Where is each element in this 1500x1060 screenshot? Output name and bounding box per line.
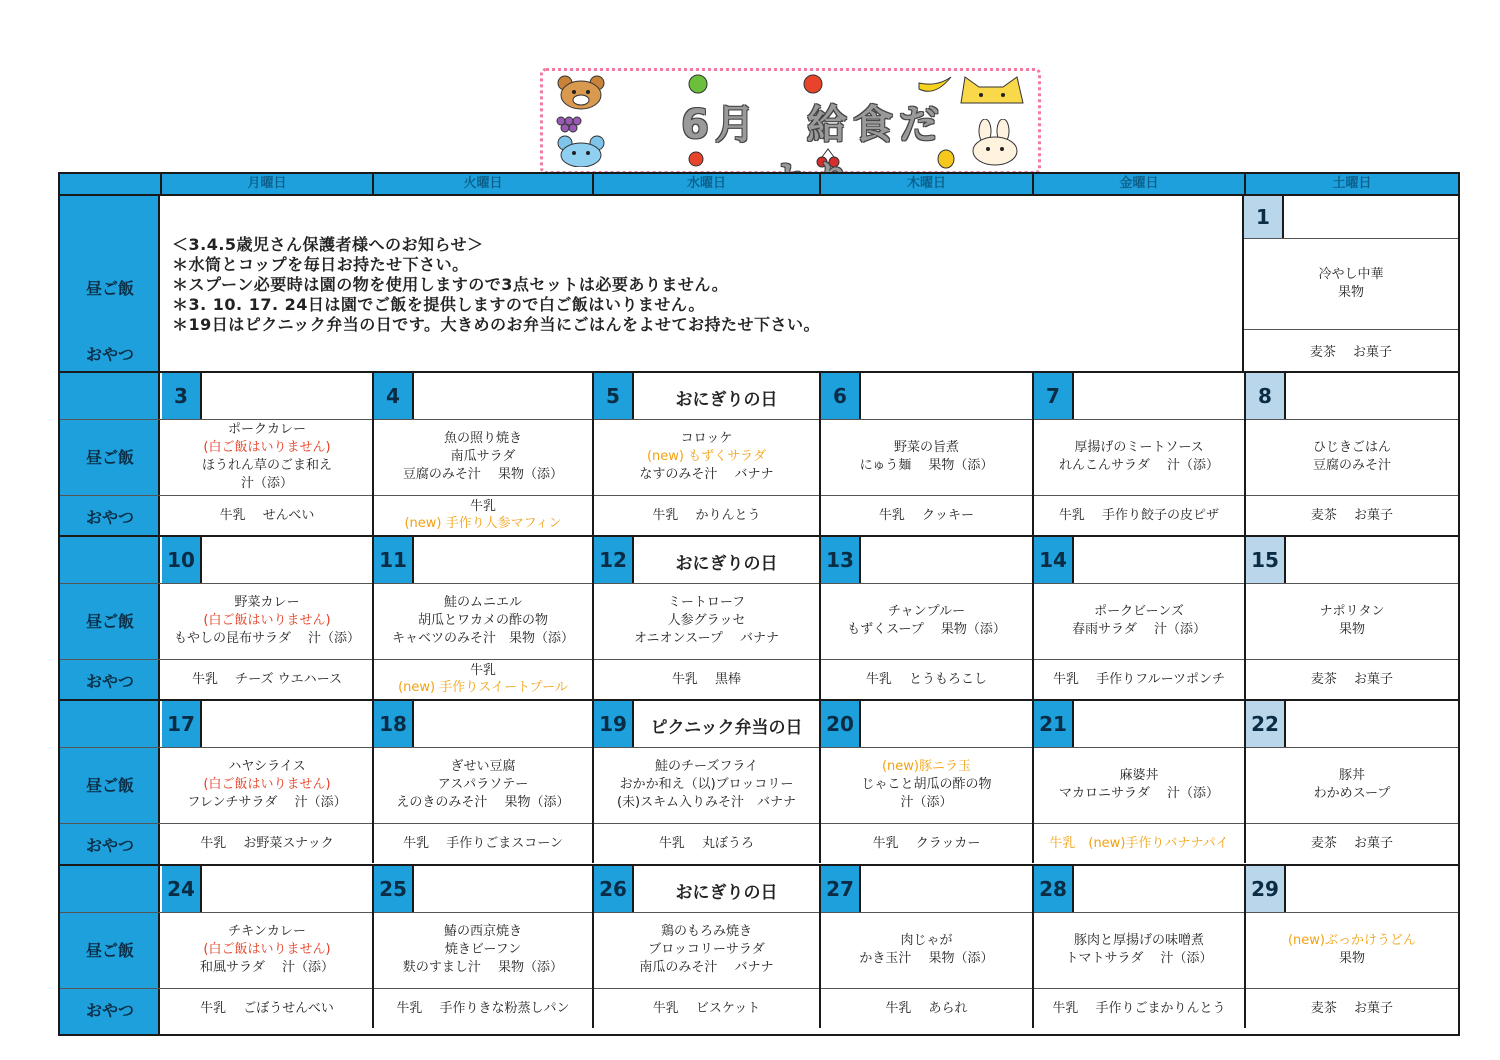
lunch-label: 昼ご飯 (85, 448, 134, 467)
day-event-label: おにぎりの日 (675, 883, 778, 903)
lunch-item: 豚肉と厚揚げの味噌煮 (1073, 933, 1204, 948)
day-number: 28 (1034, 866, 1074, 912)
lunch-item: (白ご飯はいりません) (203, 777, 331, 792)
lunch-item: 汁（添） (240, 476, 293, 491)
bear-icon (551, 73, 611, 111)
lunch-label: 昼ご飯 (85, 941, 134, 960)
notice-line: ＊3. 10. 17. 24日は園でご飯を提供しますので白ご飯はいりません。 (172, 295, 705, 314)
lunch-item: 和風サラダ 汁（添） (199, 960, 334, 975)
snack-item: 牛乳 クッキー (878, 507, 975, 523)
snack-menu (594, 671, 819, 688)
lunch-item: なすのみそ汁 バナナ (639, 467, 774, 482)
lunch-menu (1246, 439, 1458, 475)
lunch-item: ハヤシライス (228, 759, 306, 774)
lunch-item: マカロニサラダ 汁（添） (1058, 786, 1219, 801)
day-event-label: おにぎりの日 (675, 554, 778, 574)
lunch-item: おかか和え（以)ブロッコリー (619, 777, 794, 792)
snack-menu (1246, 671, 1458, 688)
lunch-menu (1034, 603, 1244, 639)
snack-menu (594, 507, 819, 524)
lunch-menu (162, 923, 372, 977)
lunch-item: えのきのみそ汁 果物（添） (396, 795, 570, 810)
lunch-item: 鶏のもろみ焼き (660, 924, 752, 939)
weekday-mon: 月曜日 (160, 174, 372, 194)
day-number: 4 (374, 373, 414, 419)
lunch-label: 昼ご飯 (85, 776, 134, 795)
snack-menu (821, 835, 1032, 852)
snack-item: (new) 手作りスイートプール (398, 680, 568, 695)
day-number: 10 (162, 537, 202, 583)
lunch-item: (白ご飯はいりません) (203, 942, 331, 957)
lunch-item: もやしの昆布サラダ 汁（添） (173, 631, 360, 646)
lunch-menu (1246, 767, 1458, 803)
snack-menu (162, 507, 372, 524)
day-number: 14 (1034, 537, 1074, 583)
snack-item: (new) 手作り人参マフィン (404, 516, 562, 531)
lunch-item: オニオンスープ バナナ (634, 631, 779, 646)
snack-menu (374, 662, 592, 696)
lunch-label: 昼ご飯 (85, 279, 134, 298)
day-number: 15 (1246, 537, 1286, 583)
day-number: 17 (162, 701, 202, 747)
snack-label: おやつ (85, 672, 134, 691)
lunch-item: ブロッコリーサラダ (648, 942, 765, 957)
day-number: 13 (821, 537, 861, 583)
lunch-item: (未)スキム入りみそ汁 バナナ (616, 795, 796, 810)
lunch-item: 南瓜のみそ汁 バナナ (639, 960, 774, 975)
cat-icon (953, 73, 1031, 109)
snack-item: 牛乳 手作りごまスコーン (403, 835, 563, 851)
snack-label: おやつ (85, 836, 134, 855)
snack-item: 牛乳 とうもろこし (865, 671, 988, 687)
day-number: 7 (1034, 373, 1074, 419)
lunch-item: 豚丼 (1338, 768, 1365, 783)
day-number: 12 (594, 537, 634, 583)
bear-blue-icon (551, 135, 611, 167)
lunch-menu: 冷やし中華 果物 (1318, 267, 1384, 300)
lunch-item: (new) もずくサラダ (646, 449, 766, 464)
lunch-item: ぎせい豆腐 (450, 759, 516, 774)
snack-item: 麦茶 お菓子 (1310, 507, 1394, 523)
snack-item: 牛乳 かりんとう (652, 507, 761, 523)
snack-menu: 麦茶 お菓子 (1309, 345, 1393, 360)
lunch-menu (162, 594, 372, 648)
lunch-menu (1034, 767, 1244, 803)
lunch-menu (821, 439, 1032, 475)
snack-menu (162, 1000, 372, 1017)
weekday-fri: 金曜日 (1032, 174, 1244, 194)
weekday-header (60, 174, 1458, 196)
lunch-item: (new)ぶっかけうどん (1287, 933, 1416, 948)
snack-item: 牛乳 お野菜スナック (200, 835, 334, 851)
day-number: 27 (821, 866, 861, 912)
weekday-sat: 土曜日 (1244, 174, 1458, 194)
snack-menu (1246, 507, 1458, 524)
lunch-menu (821, 932, 1032, 968)
lunch-item: チキンカレー (228, 924, 306, 939)
day-number: 20 (821, 701, 861, 747)
lunch-item: ナポリタン (1319, 604, 1385, 619)
snack-label: おやつ (85, 1001, 134, 1020)
lunch-item: 焼きビーフン (444, 942, 522, 957)
snack-item: 牛乳 手作りきな粉蒸しパン (396, 1000, 570, 1016)
snack-menu (594, 835, 819, 852)
lunch-item: 鰆の西京焼き (443, 924, 522, 939)
lunch-item: キャベツのみそ汁 果物（添） (391, 631, 574, 646)
snack-item: 牛乳 (new)手作りバナナパイ (1049, 835, 1229, 851)
lunch-menu (594, 430, 819, 484)
day-number: 29 (1246, 866, 1286, 912)
lunch-item: 人参グラッセ (667, 613, 746, 628)
snack-menu (1034, 671, 1244, 688)
lunch-menu (1246, 932, 1458, 968)
lunch-menu (594, 758, 819, 812)
lunch-item: (new)豚ニラ玉 (881, 759, 971, 774)
snack-item: 麦茶 お菓子 (1310, 671, 1394, 687)
snack-menu (1246, 1000, 1458, 1017)
snack-menu (162, 835, 372, 852)
lunch-item: じゃこと胡瓜の酢の物 (861, 777, 992, 792)
weekday-wed: 水曜日 (592, 174, 819, 194)
lunch-item: 汁（添） (900, 795, 953, 810)
lunch-item: 厚揚げのミートソース (1074, 440, 1204, 455)
lunch-item: 肉じゃが (900, 933, 953, 948)
lunch-item: 果物 (1338, 622, 1365, 637)
notice-block (162, 196, 1242, 371)
grapes-icon (553, 113, 587, 135)
snack-item: 牛乳 手作りごまかりんとう (1052, 1000, 1226, 1016)
day-number: 24 (162, 866, 202, 912)
lunch-item: フレンチサラダ 汁（添） (187, 795, 347, 810)
snack-menu (374, 1000, 592, 1017)
lunch-item: かき玉汁 果物（添） (859, 951, 994, 966)
lunch-menu (1246, 603, 1458, 639)
notice-line: ＊スプーン必要時は園の物を使用しますので3点セットは必要ありません。 (172, 275, 729, 294)
menu-calendar (58, 172, 1460, 1036)
lunch-item: (白ご飯はいりません) (203, 440, 331, 455)
snack-item: 麦茶 お菓子 (1310, 835, 1394, 851)
snack-item: 牛乳 チーズ ウエハース (192, 671, 342, 687)
lunch-item: わかめスープ (1313, 786, 1391, 801)
snack-item: 牛乳 丸ぼうろ (658, 835, 755, 851)
day-number: 3 (162, 373, 202, 419)
day-number: 21 (1034, 701, 1074, 747)
title-banner (540, 68, 1041, 174)
lunch-item: 麩のすまし汁 果物（添） (402, 960, 564, 975)
apple-icon (683, 71, 713, 95)
snack-menu (374, 498, 592, 532)
lunch-item: ポークカレー (227, 422, 306, 437)
day-number: 26 (594, 866, 634, 912)
lunch-item: (白ご飯はいりません) (203, 613, 331, 628)
lunch-item: にゅう麺 果物（添） (859, 458, 994, 473)
day-number: 6 (821, 373, 861, 419)
lunch-item: もずくスープ 果物（添） (847, 622, 1006, 637)
lunch-item: 胡瓜とワカメの酢の物 (417, 613, 548, 628)
lunch-item: れんこんサラダ 汁（添） (1058, 458, 1219, 473)
lunch-item: ポークビーンズ (1094, 604, 1184, 619)
lunch-menu (374, 594, 592, 648)
page-title: 6月 給食だ (681, 102, 945, 148)
lunch-menu (821, 603, 1032, 639)
snack-item: 牛乳 (469, 499, 496, 514)
lunch-item: コロッケ (680, 431, 733, 446)
notice-line: ＊19日はピクニック弁当の日です。大きめのお弁当にごはんをよせてお持たせ下さい。 (172, 315, 821, 334)
lunch-item: 果物 (1338, 951, 1365, 966)
snack-item: 牛乳 (469, 663, 496, 678)
banana-icon (915, 71, 955, 95)
lunch-item: 豆腐のみそ汁 果物（添） (402, 467, 564, 482)
lunch-menu (821, 758, 1032, 812)
snack-item: 牛乳 手作り餃子の皮ピザ (1058, 507, 1220, 523)
lunch-item: アスパラソテー (437, 777, 529, 792)
lunch-item: ひじきごはん (1312, 440, 1391, 455)
snack-menu (821, 507, 1032, 524)
notice-line: ＊水筒とコップを毎日お持たせ下さい。 (172, 255, 469, 274)
day-number: 25 (374, 866, 414, 912)
lunch-menu (1034, 932, 1244, 968)
snack-menu (594, 1000, 819, 1017)
snack-menu (1034, 1000, 1244, 1017)
lunch-item: 野菜カレー (234, 595, 300, 610)
lunch-item: 鮭のチーズフライ (655, 759, 758, 774)
lunch-menu (1034, 439, 1244, 475)
lunch-menu (594, 594, 819, 648)
lunch-menu (162, 758, 372, 812)
lunch-menu (374, 923, 592, 977)
day-event-label: ピクニック弁当の日 (650, 718, 803, 738)
day-number: 5 (594, 373, 634, 419)
lunch-item: チャンプルー (887, 604, 966, 619)
lunch-menu (374, 758, 592, 812)
lunch-menu (374, 430, 592, 484)
snack-menu (162, 671, 372, 688)
snack-menu (374, 835, 592, 852)
snack-menu (821, 1000, 1032, 1017)
apple-icon (798, 71, 828, 95)
day-number: 18 (374, 701, 414, 747)
lunch-menu (594, 923, 819, 977)
snack-menu (821, 671, 1032, 688)
snack-menu (1034, 507, 1244, 524)
snack-label: おやつ (85, 508, 134, 527)
snack-item: 牛乳 クラッカー (872, 835, 981, 851)
snack-item: 麦茶 お菓子 (1310, 1000, 1394, 1016)
weekday-thu: 木曜日 (819, 174, 1032, 194)
day-number: 8 (1246, 373, 1286, 419)
day-number: 22 (1246, 701, 1286, 747)
lunch-item: ほうれん草のごま和え (201, 458, 332, 473)
snack-menu (1246, 835, 1458, 852)
day-number: 11 (374, 537, 414, 583)
day-number: 1 (1244, 196, 1284, 238)
lunch-item: 春雨サラダ 汁（添） (1071, 622, 1206, 637)
lunch-item: 麻婆丼 (1119, 768, 1159, 783)
snack-item: 牛乳 手作りフルーツポンチ (1052, 671, 1226, 687)
snack-item: 牛乳 せんべい (219, 507, 315, 523)
lunch-menu (162, 421, 372, 493)
lunch-item: トマトサラダ 汁（添） (1065, 951, 1213, 966)
snack-item: 牛乳 あられ (885, 1000, 968, 1016)
lunch-item: 南瓜サラダ (450, 449, 516, 464)
snack-item: 牛乳 黒棒 (671, 671, 742, 687)
lunch-item: 野菜の旨煮 (893, 440, 959, 455)
day-number: 19 (594, 701, 634, 747)
snack-label: おやつ (85, 345, 134, 364)
lunch-item: 豆腐のみそ汁 (1312, 458, 1391, 473)
lunch-item: ミートローフ (667, 595, 746, 610)
lunch-item: 魚の照り焼き (443, 431, 522, 446)
lunch-label: 昼ご飯 (85, 612, 134, 631)
day-event-label: おにぎりの日 (675, 390, 778, 410)
weekday-tue: 火曜日 (372, 174, 592, 194)
notice-heading: ＜3.4.5歳児さん保護者様へのお知らせ＞ (172, 235, 484, 254)
lunch-item: 鮭のムニエル (443, 595, 522, 610)
snack-item: 牛乳 ビスケット (652, 1000, 761, 1016)
snack-item: 牛乳 ごぼうせんべい (200, 1000, 334, 1016)
snack-menu (1034, 835, 1244, 852)
rabbit-icon (963, 119, 1027, 167)
